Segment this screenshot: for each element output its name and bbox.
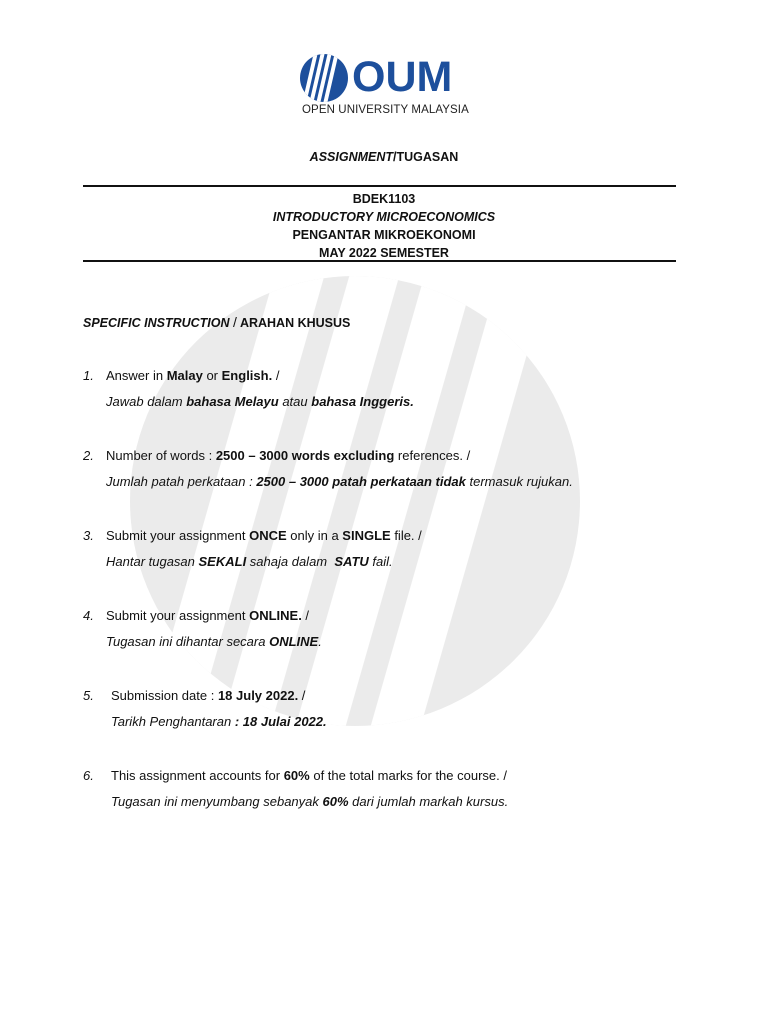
specific-instruction-ms: ARAHAN KHUSUS — [239, 316, 351, 330]
course-title-ms: PENGANTAR MIKROEKONOMI — [292, 228, 476, 242]
specific-instruction-en: SPECIFIC INSTRUCTION — [83, 316, 230, 330]
item-text-en: Submission date : 18 July 2022. / — [111, 688, 306, 703]
item-number: 6. — [83, 768, 94, 783]
assignment-title-en: ASSIGNMENT — [309, 150, 394, 164]
course-title-en: INTRODUCTORY MICROECONOMICS — [272, 210, 496, 224]
item-text-ms: Tarikh Penghantaran : 18 Julai 2022. — [111, 714, 327, 729]
course-code: BDEK1103 — [352, 192, 416, 206]
item-text-ms: Jawab dalam bahasa Melayu atau bahasa Inggeris. — [106, 394, 414, 409]
item-text-ms: Jumlah patah perkataan : 2500 – 3000 patah perkataan tidak termasuk rujukan. — [106, 474, 573, 489]
header-rule-top — [83, 185, 676, 187]
item-text-en: Submit your assignment ONCE only in a SINGLE file. / — [106, 528, 422, 543]
item-number: 3. — [83, 528, 94, 543]
item-text-ms: Tugasan ini menyumbang sebanyak 60% dari jumlah markah kursus. — [111, 794, 509, 809]
item-text-ms: Hantar tugasan SEKALI sahaja dalam SATU fail. — [106, 554, 393, 569]
specific-instruction-heading — [83, 314, 350, 330]
item-text-ms: Tugasan ini dihantar secara ONLINE. — [106, 634, 322, 649]
logo-wordmark: OUM — [352, 53, 453, 101]
oum-logo — [300, 54, 476, 120]
course-header — [0, 190, 768, 262]
item-text-en: Number of words : 2500 – 3000 words excluding references. / — [106, 448, 471, 463]
assignment-title-ms: TUGASAN — [396, 150, 459, 164]
item-text-en: This assignment accounts for 60% of the total marks for the course. / — [111, 768, 507, 783]
header-rule-bottom — [83, 260, 676, 262]
item-number: 4. — [83, 608, 94, 623]
logo-subtitle: OPEN UNIVERSITY MALAYSIA — [302, 104, 469, 116]
item-number: 1. — [83, 368, 94, 383]
item-number: 2. — [83, 448, 94, 463]
course-semester: MAY 2022 SEMESTER — [319, 246, 449, 260]
assignment-title-sep: / — [393, 150, 397, 164]
item-number: 5. — [83, 688, 94, 703]
specific-instruction-sep: / — [233, 314, 237, 330]
item-text-en: Submit your assignment ONLINE. / — [106, 608, 310, 623]
assignment-title — [0, 150, 768, 164]
oum-globe-icon — [300, 54, 348, 102]
item-text-en: Answer in Malay or English. / — [106, 368, 280, 383]
